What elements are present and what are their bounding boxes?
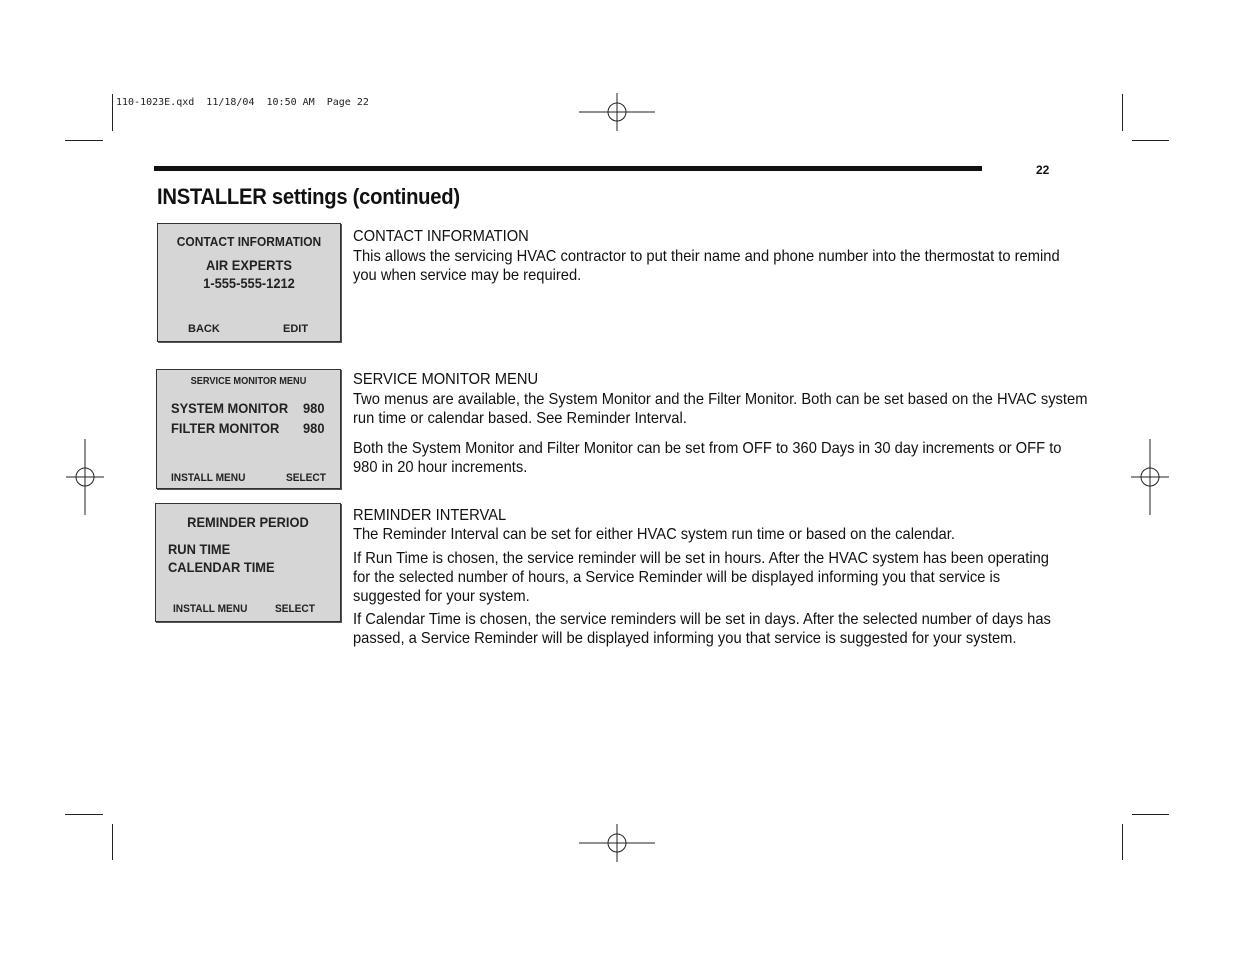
crop-mark bbox=[1132, 140, 1169, 141]
registration-mark-icon bbox=[66, 439, 104, 515]
header-rule bbox=[154, 166, 982, 171]
registration-mark-icon bbox=[579, 93, 655, 131]
crop-mark bbox=[65, 140, 103, 141]
screen-heading: CONTACT INFORMATION bbox=[176, 234, 322, 249]
crop-mark bbox=[1122, 94, 1123, 131]
contractor-phone: 1-555-555-1212 bbox=[203, 275, 295, 291]
registration-mark-icon bbox=[1131, 439, 1169, 515]
service-section-paragraph: Two menus are available, the System Monitor and the Filter Monitor. Both can be set based on the HVAC system run time or calendar based. See Reminder Interval. bbox=[353, 391, 1088, 427]
service-section-paragraph: Both the System Monitor and Filter Monitor can be set from OFF to 360 Days in 30 day increments or OFF to 980 in 20 hour increments. bbox=[353, 440, 1062, 476]
reminder-section-heading: REMINDER INTERVAL bbox=[353, 507, 507, 524]
select-button[interactable]: SELECT bbox=[275, 603, 315, 615]
reminder-section-paragraph: If Run Time is chosen, the service reminder will be set in hours. After the HVAC system has been operating for the selected number of hours, a Service Reminder will be displayed informing you that service is suggested for your system. bbox=[353, 550, 1049, 605]
edit-button[interactable]: EDIT bbox=[283, 323, 309, 335]
screen-heading: REMINDER PERIOD bbox=[187, 514, 309, 530]
system-monitor-value: 980 bbox=[303, 400, 325, 416]
page-number: 22 bbox=[1036, 163, 1050, 177]
page-title: INSTALLER settings (continued) bbox=[157, 184, 460, 209]
screen-heading: SERVICE MONITOR MENU bbox=[190, 376, 307, 387]
crop-mark bbox=[112, 824, 113, 860]
crop-mark bbox=[1132, 814, 1169, 815]
contact-section-heading: CONTACT INFORMATION bbox=[353, 228, 529, 245]
filter-monitor-label[interactable]: FILTER MONITOR bbox=[171, 420, 280, 436]
calendar-time-option[interactable]: CALENDAR TIME bbox=[168, 559, 275, 575]
crop-mark bbox=[65, 814, 103, 815]
filter-monitor-value: 980 bbox=[303, 420, 325, 436]
reminder-section-paragraph: The Reminder Interval can be set for either HVAC system run time or based on the calendar. bbox=[353, 526, 955, 543]
install-menu-button[interactable]: INSTALL MENU bbox=[171, 472, 246, 484]
contact-section-paragraph: This allows the servicing HVAC contractor to put their name and phone number into the thermostat to remind you when service may be required. bbox=[353, 248, 1060, 284]
contractor-name: AIR EXPERTS bbox=[206, 257, 292, 273]
run-time-option[interactable]: RUN TIME bbox=[168, 541, 231, 557]
reminder-section-paragraph: If Calendar Time is chosen, the service reminders will be set in days. After the selected number of days has passed, a Service Reminder will be displayed informing you that service is suggested for your system. bbox=[353, 611, 1051, 647]
select-button[interactable]: SELECT bbox=[286, 472, 326, 484]
service-section-heading: SERVICE MONITOR MENU bbox=[353, 371, 539, 388]
contact-info-screen bbox=[157, 223, 341, 342]
crop-mark bbox=[1122, 824, 1123, 860]
reminder-period-screen bbox=[155, 503, 341, 622]
file-slug: 110-1023E.qxd 11/18/04 10:50 AM Page 22 bbox=[116, 97, 369, 108]
registration-mark-icon bbox=[579, 824, 655, 862]
back-button[interactable]: BACK bbox=[188, 323, 220, 335]
system-monitor-label[interactable]: SYSTEM MONITOR bbox=[171, 400, 289, 416]
crop-mark bbox=[112, 94, 113, 131]
install-menu-button[interactable]: INSTALL MENU bbox=[173, 603, 248, 615]
service-monitor-screen bbox=[156, 369, 341, 489]
